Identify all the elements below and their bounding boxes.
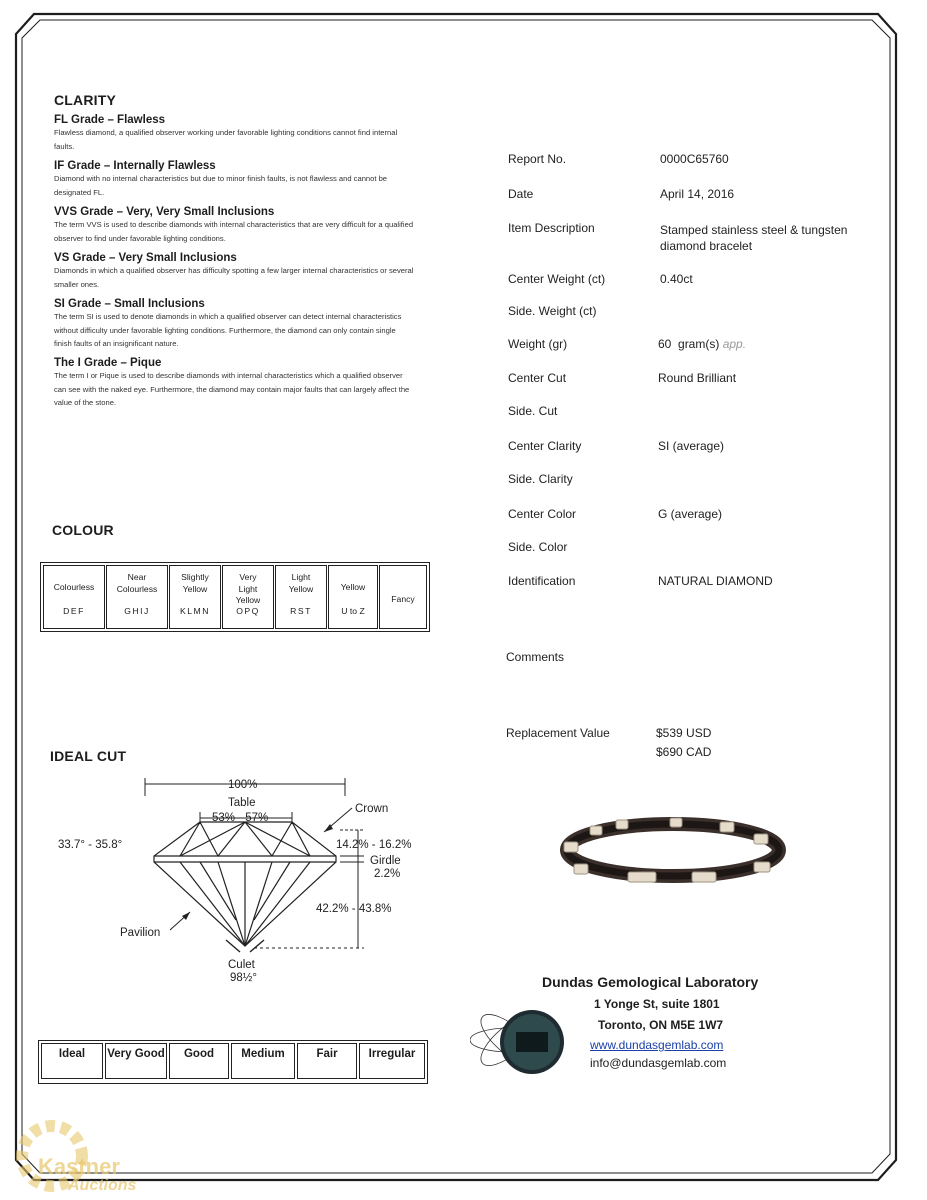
- report-no-label: Report No.: [508, 152, 567, 166]
- clarity-grade: [54, 252, 414, 298]
- weight-gr-amount: 60 gram(s): [658, 337, 720, 351]
- clarity-grade: [54, 357, 414, 416]
- pavilion-depth-label: 42.2% - 43.8%: [316, 903, 392, 915]
- weight-gr-value: [658, 337, 746, 351]
- replacement-value-usd: $539 USD: [656, 726, 712, 740]
- colour-cell-grades: KLMN: [180, 606, 210, 616]
- lab-seal-icon: [470, 980, 580, 1090]
- colour-cell: [222, 565, 274, 629]
- side-clarity-label: Side. Clarity: [508, 472, 573, 486]
- identification-value: NATURAL DIAMOND: [658, 574, 773, 588]
- item-description-value: Stamped stainless steel & tungsten diamond bracelet: [660, 223, 848, 253]
- replacement-value-cad: $690 CAD: [656, 745, 712, 759]
- diamond-proportions-diagram: [40, 770, 440, 990]
- colour-cell: [43, 565, 105, 629]
- width-label: 100%: [228, 779, 258, 791]
- grade-description: The term SI is used to denote diamonds in which a qualified observer can detect internal characteristics without difficulty under favorable lighting conditions. Furthermore, the diamond can only contain single finish faults of an insignificant nature.: [54, 312, 402, 348]
- girdle-value: 2.2%: [374, 868, 401, 880]
- colour-scale-row: [43, 565, 427, 629]
- clarity-heading: CLARITY: [54, 92, 117, 108]
- center-cut-value: Round Brilliant: [658, 371, 737, 385]
- colour-cell-name: Yellow: [340, 582, 366, 592]
- lab-address-line1: 1 Yonge St, suite 1801: [594, 997, 720, 1011]
- colour-cell: [328, 565, 378, 629]
- colour-cell-grades: U to Z: [341, 606, 365, 616]
- date-label: Date: [508, 187, 534, 201]
- girdle-label: Girdle: [370, 855, 401, 867]
- side-color-label: Side. Color: [508, 540, 568, 554]
- colour-cell-name: Colourless: [53, 582, 95, 592]
- colour-cell: [169, 565, 221, 629]
- grade-title: SI Grade – Small Inclusions: [54, 298, 205, 310]
- lab-name: Dundas Gemological Laboratory: [542, 974, 759, 990]
- identification-label: Identification: [508, 574, 576, 588]
- colour-cell-grades: GHIJ: [124, 606, 150, 616]
- colour-cell: [106, 565, 168, 629]
- center-weight-value: 0.40ct: [660, 272, 693, 286]
- cut-grade-cell: Good: [169, 1043, 229, 1079]
- crown-height-label: 14.2% - 16.2%: [336, 839, 412, 851]
- grade-description: Diamonds in which a qualified observer has difficulty spotting a few larger internal characteristics or several smaller ones.: [54, 266, 414, 289]
- colour-cell-name: Very Light Yellow: [235, 572, 261, 605]
- grade-description: The term VVS is used to describe diamonds with internal characteristics that are very difficult for a qualified observer to find under favorable lighting conditions.: [54, 220, 414, 243]
- colour-cell-grades: DEF: [63, 606, 85, 616]
- culet-label: Culet: [228, 959, 255, 971]
- pavilion-label: Pavilion: [120, 927, 161, 939]
- table-range-label: 53% - 57%: [212, 812, 269, 824]
- grade-title: FL Grade – Flawless: [54, 114, 166, 126]
- colour-cell-name: Fancy: [391, 594, 415, 604]
- cut-grade-cell: Medium: [231, 1043, 295, 1079]
- clarity-grade: [54, 206, 414, 252]
- center-color-value: G (average): [658, 507, 723, 521]
- colour-cell-grades: RST: [290, 606, 312, 616]
- side-cut-label: Side. Cut: [508, 404, 558, 418]
- clarity-grade: [54, 298, 414, 357]
- colour-cell: [379, 565, 427, 629]
- grade-title: VS Grade – Very Small Inclusions: [54, 252, 237, 264]
- grade-description: The term I or Pique is used to describe diamonds with internal characteristics which a qualified observer can see with the naked eye. Furthermore, the diamond may contain major faults that can largely affect the value of the stone.: [54, 371, 410, 407]
- clarity-grade: [54, 160, 414, 206]
- weight-gr-note: app.: [722, 337, 747, 351]
- culet-value: 98½°: [230, 972, 257, 984]
- lab-website-link[interactable]: www.dundasgemlab.com: [590, 1038, 724, 1052]
- colour-cell-name: Near Colourless: [116, 572, 158, 594]
- kastner-auctions-logo: [8, 1112, 158, 1198]
- colour-scale-table: [40, 562, 430, 632]
- replacement-value-label: Replacement Value: [506, 726, 610, 740]
- cut-grade-cell: Irregular: [359, 1043, 425, 1079]
- lab-address-line2: Toronto, ON M5E 1W7: [598, 1018, 724, 1032]
- colour-cell-name: Light Yellow: [288, 572, 314, 594]
- grade-title: IF Grade – Internally Flawless: [54, 160, 216, 172]
- cut-grade-row: [41, 1043, 425, 1079]
- center-weight-label: Center Weight (ct): [508, 272, 606, 286]
- side-weight-label: Side. Weight (ct): [508, 304, 597, 318]
- center-clarity-value: SI (average): [658, 439, 725, 453]
- grade-description: Flawless diamond, a qualified observer working under favorable lighting conditions cannot find internal faults.: [54, 128, 398, 151]
- comments-label: Comments: [506, 650, 565, 664]
- cut-grade-cell: Very Good: [105, 1043, 167, 1079]
- grade-title: VVS Grade – Very, Very Small Inclusions: [54, 206, 275, 218]
- grade-description: Diamond with no internal characteristics but due to minor finish faults, is not flawless and cannot be designated FL.: [54, 174, 388, 197]
- ideal-cut-heading: IDEAL CUT: [50, 748, 127, 764]
- center-color-label: Center Color: [508, 507, 577, 521]
- center-cut-label: Center Cut: [508, 371, 567, 385]
- colour-cell-grades: OPQ: [236, 606, 260, 616]
- cut-grade-cell: Fair: [297, 1043, 357, 1079]
- cut-grade-cell: Ideal: [41, 1043, 103, 1079]
- crown-angle-label: 33.7° - 35.8°: [58, 839, 123, 851]
- watermark-line1: Kastner: [38, 1154, 120, 1179]
- clarity-grade: [54, 114, 414, 160]
- colour-heading: COLOUR: [52, 522, 114, 538]
- weight-gr-label: Weight (gr): [508, 337, 568, 351]
- diamond-outline-icon: [154, 822, 336, 946]
- table-label: Table: [228, 797, 256, 809]
- lab-email: info@dundasgemlab.com: [590, 1056, 727, 1070]
- clarity-grades: [54, 114, 414, 416]
- watermark-line2: Auctions: [68, 1177, 137, 1194]
- crown-label: Crown: [355, 803, 389, 815]
- colour-cell-name: Slightly Yellow: [181, 572, 209, 594]
- item-description-label: Item Description: [508, 221, 595, 235]
- center-clarity-label: Center Clarity: [508, 439, 582, 453]
- report-no-value: 0000C65760: [660, 152, 729, 166]
- colour-cell: [275, 565, 327, 629]
- bracelet-photo: [550, 800, 800, 900]
- date-value: April 14, 2016: [660, 187, 735, 201]
- grade-title: The I Grade – Pique: [54, 357, 162, 369]
- cut-grade-table: [38, 1040, 428, 1084]
